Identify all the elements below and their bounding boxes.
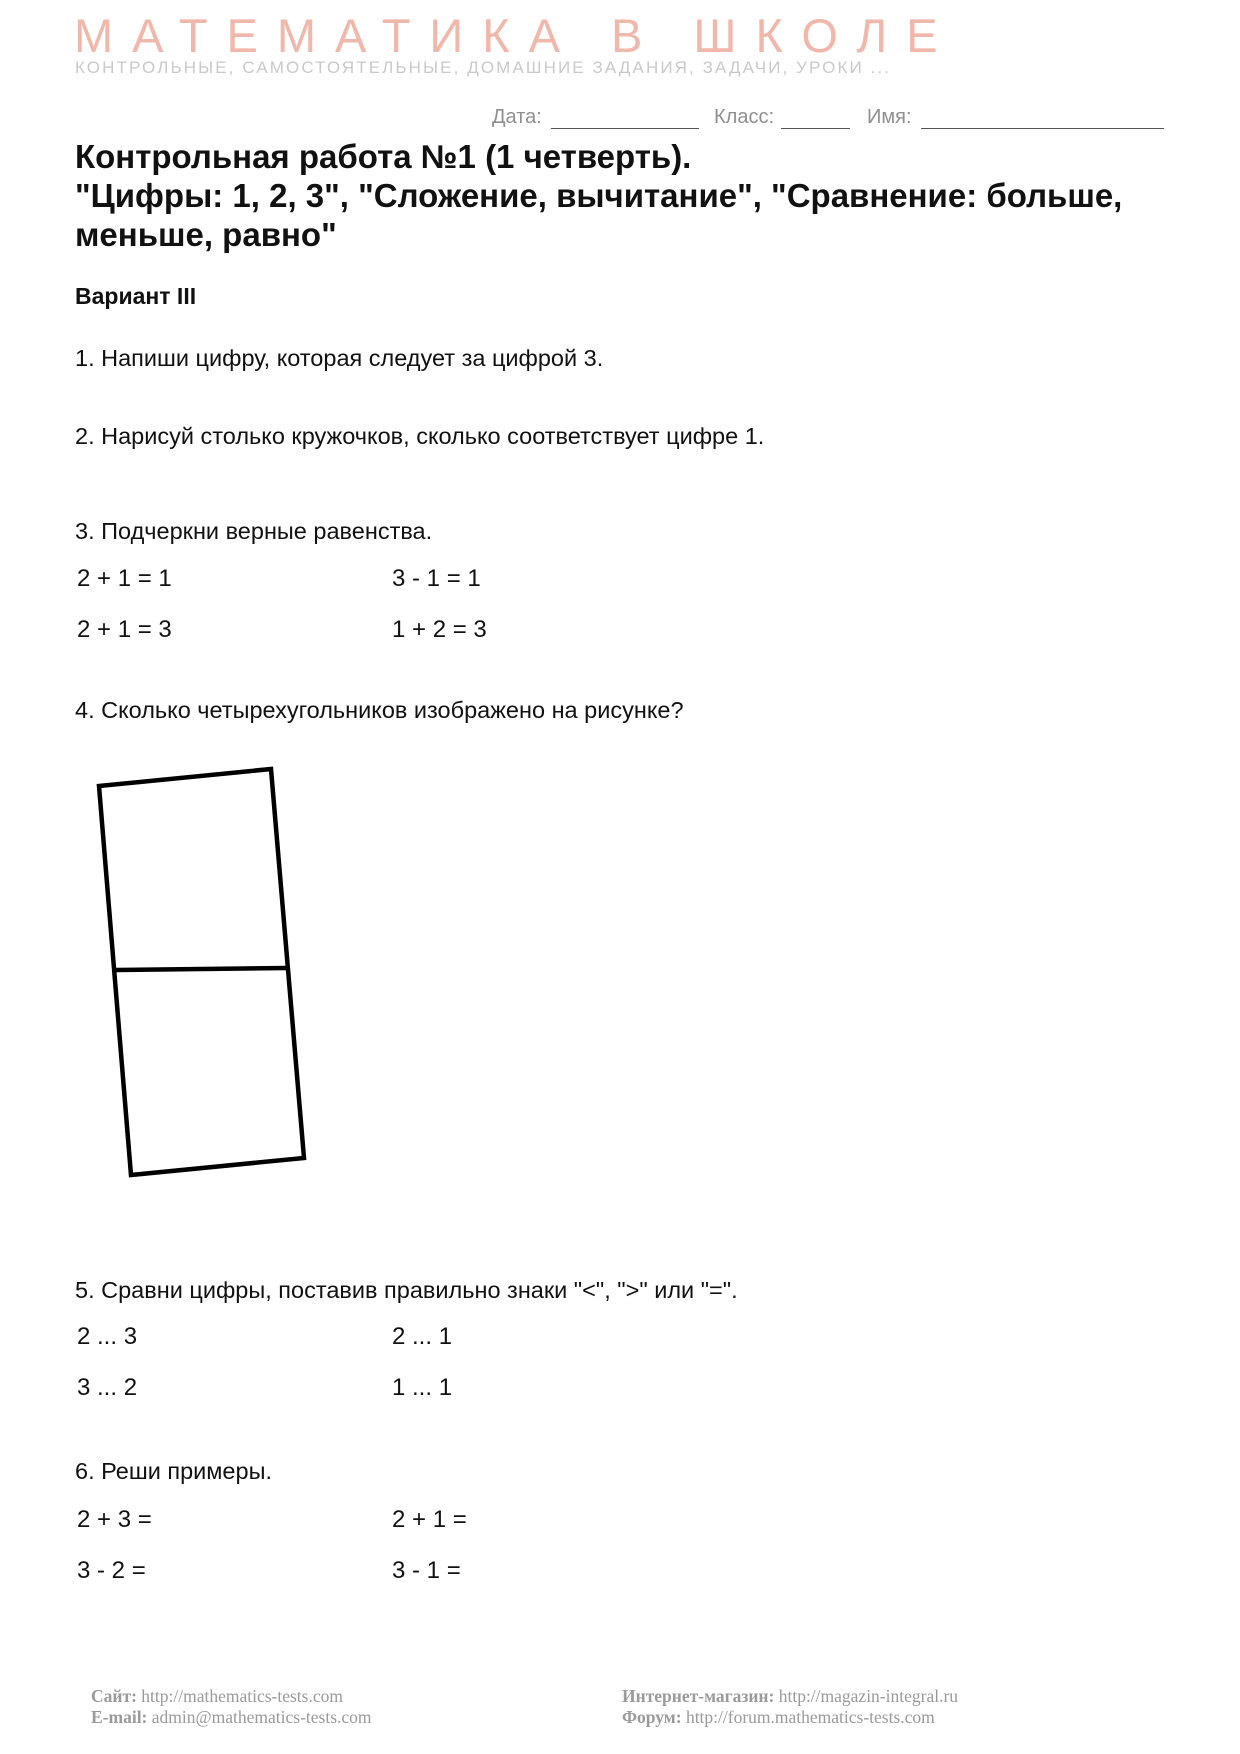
footer-email-link[interactable]: admin@mathematics-tests.com [151,1707,372,1727]
task-5-comparison: 2 ... 1 [392,1323,453,1350]
task-5-comparison: 3 ... 2 [77,1374,138,1401]
task-2: 2. Нарисуй столько кружочков, сколько соответствует цифре 1. [75,423,765,449]
task-3-equation: 2 + 1 = 1 [77,565,172,592]
task-6-example: 2 + 1 = [392,1506,467,1533]
task-4: 4. Сколько четырехугольников изображено на рисунке? [75,697,684,723]
task-5-comparison: 1 ... 1 [392,1374,453,1401]
task-6-example: 3 - 2 = [77,1557,146,1584]
footer-site-link[interactable]: http://mathematics-tests.com [141,1686,343,1706]
dividing-line [115,968,287,970]
page-title-line-2: "Цифры: 1, 2, 3", "Сложение, вычитание", "Сравнение: больше, [75,177,1123,214]
task-3-equation: 1 + 2 = 3 [392,616,487,643]
task-3: 3. Подчеркни верные равенства. [75,518,433,544]
footer-email [91,1707,372,1728]
task-6: 6. Реши примеры. [75,1458,272,1484]
variant-label: Вариант III [75,283,197,309]
footer-email-label: E-mail: [91,1707,148,1727]
task-6-example: 3 - 1 = [392,1557,461,1584]
task-3-equation: 2 + 1 = 3 [77,616,172,643]
class-label: Класс: [714,106,774,128]
footer-forum [622,1707,935,1728]
page-title-line-1: Контрольная работа №1 (1 четверть). [75,138,692,175]
brand-subtitle: КОНТРОЛЬНЫЕ, САМОСТОЯТЕЛЬНЫЕ, ДОМАШНИЕ ЗАДАНИЯ, ЗАДАЧИ, УРОКИ ... [75,58,892,77]
page-title-line-3: меньше, равно" [75,216,337,253]
task-1: 1. Напиши цифру, которая следует за цифрой 3. [75,345,604,371]
brand-title: МАТЕМАТИКА В ШКОЛЕ [74,9,957,62]
footer-shop-label: Интернет-магазин: [622,1686,775,1706]
date-label: Дата: [492,106,542,128]
footer-forum-link[interactable]: http://forum.mathematics-tests.com [685,1707,935,1727]
footer-shop-link[interactable]: http://magazin-integral.ru [778,1686,959,1706]
footer-shop [622,1686,958,1707]
footer-forum-label: Форум: [622,1707,682,1727]
name-label: Имя: [867,106,912,128]
task-5: 5. Сравни цифры, поставив правильно знаки "<", ">" или "=". [75,1277,738,1303]
task-3-equation: 3 - 1 = 1 [392,565,481,592]
task-5-comparison: 2 ... 3 [77,1323,138,1350]
task-6-example: 2 + 3 = [77,1506,152,1533]
footer-site-label: Сайт: [91,1686,137,1706]
footer-site [91,1686,343,1707]
